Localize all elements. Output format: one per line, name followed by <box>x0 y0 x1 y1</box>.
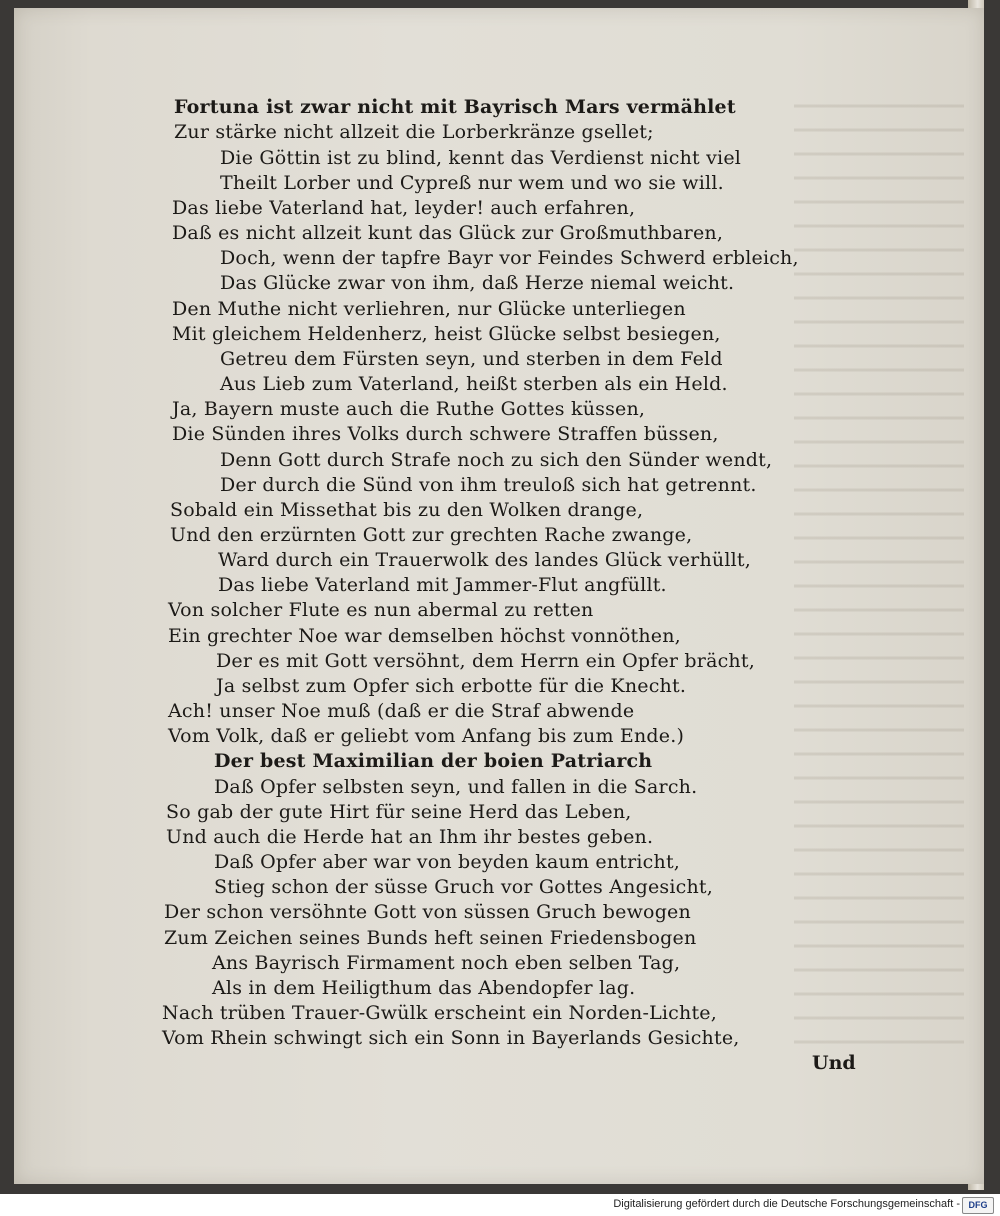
poem-line: Von solcher Flute es nun abermal zu retten <box>168 599 594 621</box>
poem-line: Der es mit Gott versöhnt, dem Herrn ein Opfer brächt, <box>216 650 755 672</box>
digitization-footer <box>0 1194 1000 1216</box>
poem-line: Ein grechter Noe war demselben höchst vonnöthen, <box>168 625 681 647</box>
poem-line: Das liebe Vaterland hat, leyder! auch erfahren, <box>172 197 636 219</box>
catchword: Und <box>812 1052 856 1074</box>
poem-line: Und auch die Herde hat an Ihm ihr bestes geben. <box>166 826 654 848</box>
poem-text <box>14 8 984 1184</box>
poem-line: Der durch die Sünd von ihm treuloß sich hat getrennt. <box>220 474 757 496</box>
poem-line: Ach! unser Noe muß (daß er die Straf abwende <box>168 700 635 722</box>
poem-line: Als in dem Heiligthum das Abendopfer lag. <box>212 977 636 999</box>
poem-line: Daß Opfer aber war von beyden kaum entricht, <box>214 851 681 873</box>
funding-credit: Digitalisierung gefördert durch die Deutsche Forschungsgemeinschaft - <box>613 1198 960 1210</box>
poem-line: Theilt Lorber und Cypreß nur wem und wo sie will. <box>220 172 724 194</box>
poem-line: Doch, wenn der tapfre Bayr vor Feindes Schwerd erbleich, <box>220 247 799 269</box>
poem-line: Das liebe Vaterland mit Jammer-Flut angfüllt. <box>218 574 667 596</box>
poem-line: Zum Zeichen seines Bunds heft seinen Friedensbogen <box>164 927 697 949</box>
poem-line: Ja, Bayern muste auch die Ruthe Gottes küssen, <box>172 398 646 420</box>
poem-line: Ja selbst zum Opfer sich erbotte für die Knecht. <box>216 675 687 697</box>
poem-line: Die Sünden ihres Volks durch schwere Straffen büssen, <box>172 423 719 445</box>
poem-line: Sobald ein Missethat bis zu den Wolken drange, <box>170 499 644 521</box>
poem-line: Zur stärke nicht allzeit die Lorberkränze gsellet; <box>174 121 654 143</box>
poem-line: Stieg schon der süsse Gruch vor Gottes Angesicht, <box>214 876 713 898</box>
poem-line: Mit gleichem Heldenherz, heist Glücke selbst besiegen, <box>172 323 721 345</box>
poem-line: Ward durch ein Trauerwolk des landes Glück verhüllt, <box>218 549 751 571</box>
document-page <box>14 8 984 1184</box>
poem-line: Die Göttin ist zu blind, kennt das Verdienst nicht viel <box>220 147 742 169</box>
poem-line: Und den erzürnten Gott zur grechten Rache zwange, <box>170 524 693 546</box>
poem-line: Vom Volk, daß er geliebt vom Anfang bis zum Ende.) <box>168 725 685 747</box>
poem-line: Vom Rhein schwingt sich ein Sonn in Bayerlands Gesichte, <box>162 1027 740 1049</box>
poem-line: Denn Gott durch Strafe noch zu sich den Sünder wendt, <box>220 449 773 471</box>
poem-line: Nach trüben Trauer-Gwülk erscheint ein Norden-Lichte, <box>162 1002 717 1024</box>
poem-line: Der schon versöhnte Gott von süssen Gruch bewogen <box>164 901 691 923</box>
poem-line: Getreu dem Fürsten seyn, und sterben in dem Feld <box>220 348 723 370</box>
poem-line: So gab der gute Hirt für seine Herd das Leben, <box>166 801 632 823</box>
poem-line: Daß es nicht allzeit kunt das Glück zur Großmuthbaren, <box>172 222 724 244</box>
poem-line: Ans Bayrisch Firmament noch eben selben Tag, <box>212 952 681 974</box>
poem-line: Daß Opfer selbsten seyn, und fallen in die Sarch. <box>214 776 698 798</box>
poem-line: Den Muthe nicht verliehren, nur Glücke unterliegen <box>172 298 686 320</box>
poem-line: Der best Maximilian der boien Patriarch <box>214 750 653 772</box>
dfg-logo: DFG <box>962 1197 994 1214</box>
poem-line: Fortuna ist zwar nicht mit Bayrisch Mars vermählet <box>174 96 736 118</box>
poem-line: Das Glücke zwar von ihm, daß Herze niemal weicht. <box>220 272 735 294</box>
poem-line: Aus Lieb zum Vaterland, heißt sterben als ein Held. <box>220 373 728 395</box>
